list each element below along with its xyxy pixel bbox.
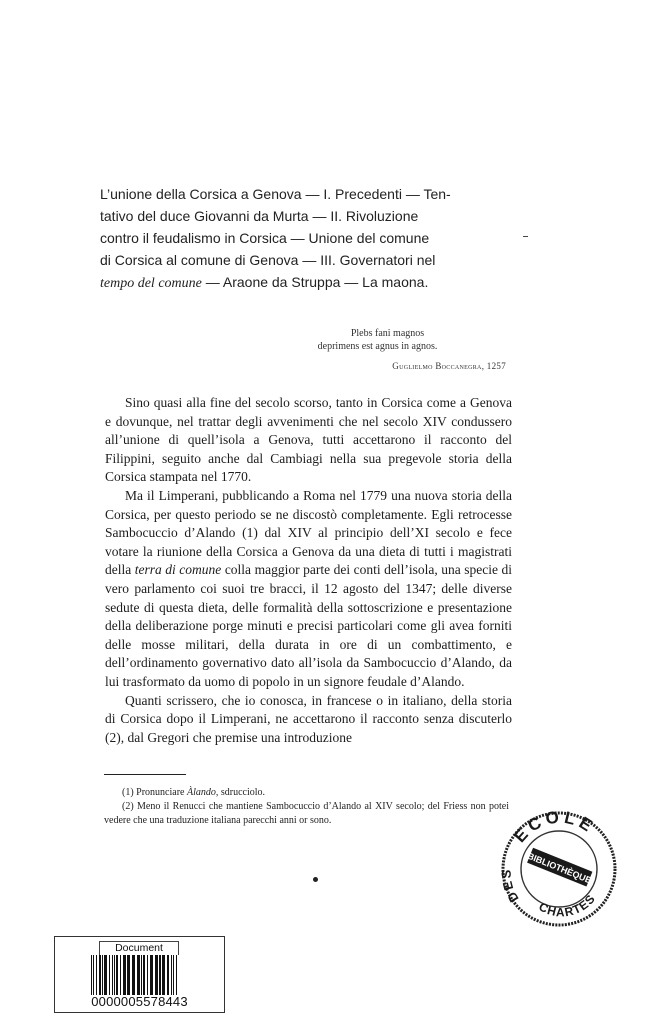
epigraph: [250, 327, 505, 353]
footnote: [104, 786, 509, 800]
summary-line: contro il feudalismo in Corsica — Unione del comune: [100, 230, 430, 246]
barcode-bar: [162, 955, 165, 995]
body-text: [105, 394, 512, 747]
barcode-bar: [123, 955, 126, 995]
stamp-left-text: DES: [498, 867, 522, 905]
paragraph: Quanti scrissero, che io conosca, in francese o in italiano, della storia di Corsica dopo il Limperani, ne accettarono il racconto senza discuterlo (2), dal Gregori che premise una introduzione: [105, 692, 512, 745]
barcode-bar: [109, 955, 110, 995]
barcode-bar: [143, 955, 145, 995]
barcode-bar: [127, 955, 130, 995]
barcode-bar: [147, 955, 148, 995]
epigraph-line: Plebs fani magnos: [350, 328, 425, 339]
footnote-italic: Àlando: [186, 787, 216, 798]
summary-line-rest: — Araone da Struppa — La maona.: [201, 274, 429, 290]
italic-phrase: terra di comune: [134, 562, 222, 578]
barcode-label: [54, 936, 225, 1013]
barcode-bar: [96, 955, 97, 995]
summary-line: L’unione della Corsica a Genova — I. Precedenti — Ten-: [100, 186, 451, 202]
paragraph: Sino quasi alla fine del secolo scorso, tanto in Corsica come a Genova e dovunque, nel trattar degli avvenimenti che nel secolo XIV condussero all’unione di quell’isola a Genova, tutti accettarono il racconto del Filippini, seguito anche dal Cambiagi nella sua pregevole storia della Corsica stampata nel 1770.: [105, 395, 512, 485]
epigraph-line: deprimens est agnus in agnos.: [317, 341, 438, 352]
paragraph-text: Ma il Limperani, pubblicando a Roma nel 1779 una nuova storia della Corsica, per questo periodo se ne discostò completamente. Egli retrocesse Sambocuccio d’Alando (1) dal XIV al principio dell’XI secolo e fece votare la riunione della Corsica a Genova da una dieta di tutti i magistrati della: [105, 487, 512, 578]
barcode-bar: [104, 955, 107, 995]
barcode-tab: Document: [99, 941, 179, 955]
epigraph-attribution: Guglielmo Boccanegra, 1257: [392, 361, 506, 371]
barcode-bar: [99, 955, 101, 995]
footnote-rule: [104, 774, 186, 775]
summary-italic-phrase: tempo del comune: [100, 276, 202, 291]
barcode-bar: [93, 955, 94, 995]
library-stamp: [493, 803, 623, 933]
barcode-bar: [91, 955, 92, 995]
barcode-bar: [114, 955, 115, 995]
footnote-text: (1) Pronunciare: [122, 787, 187, 798]
barcode-bar: [116, 955, 118, 995]
barcode-bar: [173, 955, 174, 995]
epigraph-author: Guglielmo Boccanegra: [392, 361, 482, 371]
barcode-number: 0000005578443: [91, 994, 188, 1009]
footnote-text: , sdrucciolo.: [215, 787, 266, 798]
barcode-bar: [167, 955, 169, 995]
barcode-bar: [141, 955, 142, 995]
page-dot: [313, 877, 318, 882]
barcode-bar: [171, 955, 172, 995]
svg-text:ECOLE: [510, 807, 599, 846]
barcode-bar: [137, 955, 140, 995]
stamp-band-text: BIBLIOTHÈQUE: [525, 850, 593, 886]
barcode-bar: [112, 955, 113, 995]
barcode-bar: [159, 955, 161, 995]
summary-line: [100, 271, 512, 295]
barcode-bar: [120, 955, 121, 995]
barcode-bars: [89, 955, 207, 995]
paragraph-text: colla maggior parte dei conti dell’isola, una specie di vero parlamento coi suoi tre bracci, il 12 agosto del 1347; delle diverse sedute di questa dieta, delle formalità della sottoscrizione e presentazione della deliberazione porge minuti e precisi particolari come gli avea forniti delle mosse militari, della durata in ore di un combattimento, e dell’ordinamento governativo dato all’isola da Sambocuccio d’Alando, da lui trasformato da uomo di popolo in un signore feudale d’Alando.: [105, 562, 512, 689]
barcode-bar: [150, 955, 153, 995]
svg-text:DES: [499, 868, 522, 905]
summary-line: di Corsica al comune di Genova — III. Governatori nel: [100, 252, 436, 268]
stamp-top-text: ECOLE: [510, 807, 599, 847]
summary-line: tativo del duce Giovanni da Murta — II. Rivoluzione: [100, 208, 419, 224]
chapter-summary: [100, 183, 512, 295]
stamp-bottom-text: CHARTES: [536, 891, 599, 920]
barcode-bar: [132, 955, 135, 995]
barcode-bar: [176, 955, 177, 995]
epigraph-year: 1257: [486, 361, 506, 371]
paragraph: [105, 487, 512, 692]
footnotes: [104, 786, 509, 828]
barcode-bar: [155, 955, 158, 995]
margin-mark: [523, 236, 528, 237]
barcode-bar: [102, 955, 103, 995]
footnote: (2) Meno il Renucci che mantiene Sambocuccio d’Alando al XIV secolo; del Friess non potei vedere che una traduzione italiana parecchi anni or sono.: [104, 801, 509, 826]
